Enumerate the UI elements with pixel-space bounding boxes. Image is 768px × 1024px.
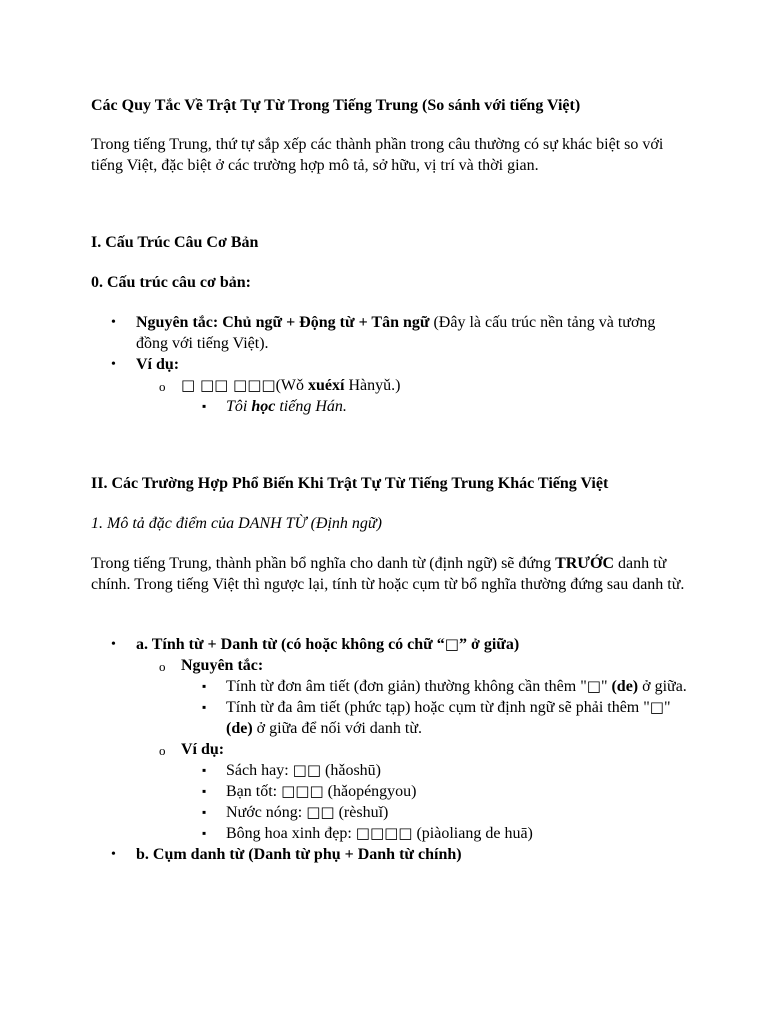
example-pinyin-post: Hànyǔ.) xyxy=(344,377,401,394)
list-item-example xyxy=(91,823,691,844)
rule1-glyph: □ xyxy=(586,677,601,695)
section-2-list xyxy=(91,634,691,865)
example-zh: □□□□ xyxy=(355,824,413,842)
section-2-subheading: 1. Mô tả đặc điểm của DANH TỪ (Định ngữ) xyxy=(91,515,382,532)
intro-paragraph: Trong tiếng Trung, thứ tự sắp xếp các thành phần trong câu thường có sự khác biệt so với tiếng Việt, đặc biệt ở các trường hợp mô tả, sở hữu, vị trí và thời gian. xyxy=(91,136,664,174)
bullet-marker: • xyxy=(111,315,116,330)
bullet-marker: • xyxy=(111,847,116,862)
item-a-pre: a. Tính từ + Danh từ (có hoặc không có chữ “ xyxy=(136,636,445,653)
example-vn-bold: học xyxy=(251,398,276,415)
square-marker: ▪ xyxy=(202,679,207,693)
example-vn: Nước nóng: xyxy=(226,804,307,821)
section-1-heading: I. Cấu Trúc Câu Cơ Bản xyxy=(91,234,259,251)
list-item-example-translation xyxy=(91,396,691,417)
rule2-post: ở giữa để nối với danh từ. xyxy=(252,720,423,737)
example-pinyin-bold: xuéxí xyxy=(308,377,345,394)
list-item-rule-2 xyxy=(91,697,691,739)
rule1-bold: (de) xyxy=(611,678,639,695)
list-item-a xyxy=(91,634,691,655)
para-post: danh từ chính. Trong tiếng Việt thì ngược lại, tính từ hoặc cụm từ bổ nghĩa thường đứng sau danh từ. xyxy=(91,555,685,593)
rule1-mid: " xyxy=(600,678,612,695)
example-zh: □□ xyxy=(292,761,322,779)
rule1-pre: Tính từ đơn âm tiết (đơn giản) thường không cần thêm " xyxy=(226,678,587,695)
section-2-paragraph xyxy=(91,553,691,595)
section-1-subheading: 0. Cấu trúc câu cơ bản: xyxy=(91,274,251,291)
example-vn: Sách hay: xyxy=(226,762,293,779)
example-vn: Bông hoa xinh đẹp: xyxy=(226,825,356,842)
para-pre: Trong tiếng Trung, thành phần bổ nghĩa cho danh từ (định ngữ) sẽ đứng xyxy=(91,555,556,572)
rule1-post: ở giữa. xyxy=(638,678,687,695)
example-vn-pre: Tôi xyxy=(226,398,252,415)
example-pinyin-pre: (Wǒ xyxy=(275,377,309,394)
item-b: b. Cụm danh từ (Danh từ phụ + Danh từ chính) xyxy=(136,846,462,863)
rule-text: (Đây là cấu trúc nền tảng và tương đồng với tiếng Việt). xyxy=(136,314,656,352)
square-marker: ▪ xyxy=(202,805,207,819)
circle-marker: o xyxy=(159,743,166,758)
square-marker: ▪ xyxy=(202,826,207,840)
example-label: Ví dụ: xyxy=(181,741,225,758)
list-item-example xyxy=(91,354,691,375)
square-marker: ▪ xyxy=(202,763,207,777)
section-2-heading: II. Các Trường Hợp Phổ Biến Khi Trật Tự Từ Tiếng Trung Khác Tiếng Việt xyxy=(91,475,609,492)
example-zh: □□□ xyxy=(281,782,324,800)
list-item-rule xyxy=(91,655,691,676)
list-item-example xyxy=(91,760,691,781)
para-bold: TRƯỚC xyxy=(555,555,615,572)
list-item-example-chinese xyxy=(91,375,691,396)
bullet-marker: • xyxy=(111,357,116,372)
rule2-mid: " xyxy=(663,699,671,716)
square-marker: ▪ xyxy=(202,399,207,413)
example-vn-post: tiếng Hán. xyxy=(275,398,347,415)
example-chinese: □ □□ □□□ xyxy=(181,376,276,394)
rule-label: Nguyên tắc: xyxy=(181,657,264,674)
example-py: (piàoliang de huā) xyxy=(412,825,533,842)
bullet-marker: • xyxy=(111,637,116,652)
square-marker: ▪ xyxy=(202,784,207,798)
document-title: Các Quy Tắc Về Trật Tự Từ Trong Tiếng Trung (So sánh với tiếng Việt) xyxy=(91,97,581,114)
list-item-example xyxy=(91,802,691,823)
list-item-rule-1 xyxy=(91,676,691,697)
item-a-glyph: □ xyxy=(444,635,459,653)
list-item-b xyxy=(91,844,691,865)
circle-marker: o xyxy=(159,659,166,674)
example-py: (hǎopéngyou) xyxy=(323,783,417,800)
list-item-examples xyxy=(91,739,691,760)
rule2-glyph: □ xyxy=(649,698,664,716)
rule2-bold: (de) xyxy=(226,720,253,737)
circle-marker: o xyxy=(159,379,166,394)
example-label: Ví dụ: xyxy=(136,356,180,373)
item-a-post: ” ở giữa) xyxy=(458,636,520,653)
rule2-pre: Tính từ đa âm tiết (phức tạp) hoặc cụm từ định ngữ sẽ phải thêm " xyxy=(226,699,650,716)
list-item-example xyxy=(91,781,691,802)
example-zh: □□ xyxy=(306,803,335,821)
square-marker: ▪ xyxy=(202,700,207,714)
example-py: (rèshuǐ) xyxy=(334,804,389,821)
list-item-rule xyxy=(91,312,691,354)
example-vn: Bạn tốt: xyxy=(226,783,282,800)
example-py: (hǎoshū) xyxy=(321,762,381,779)
rule-label: Nguyên tắc: Chủ ngữ + Động từ + Tân ngữ xyxy=(136,314,430,331)
section-1-list xyxy=(91,312,691,417)
